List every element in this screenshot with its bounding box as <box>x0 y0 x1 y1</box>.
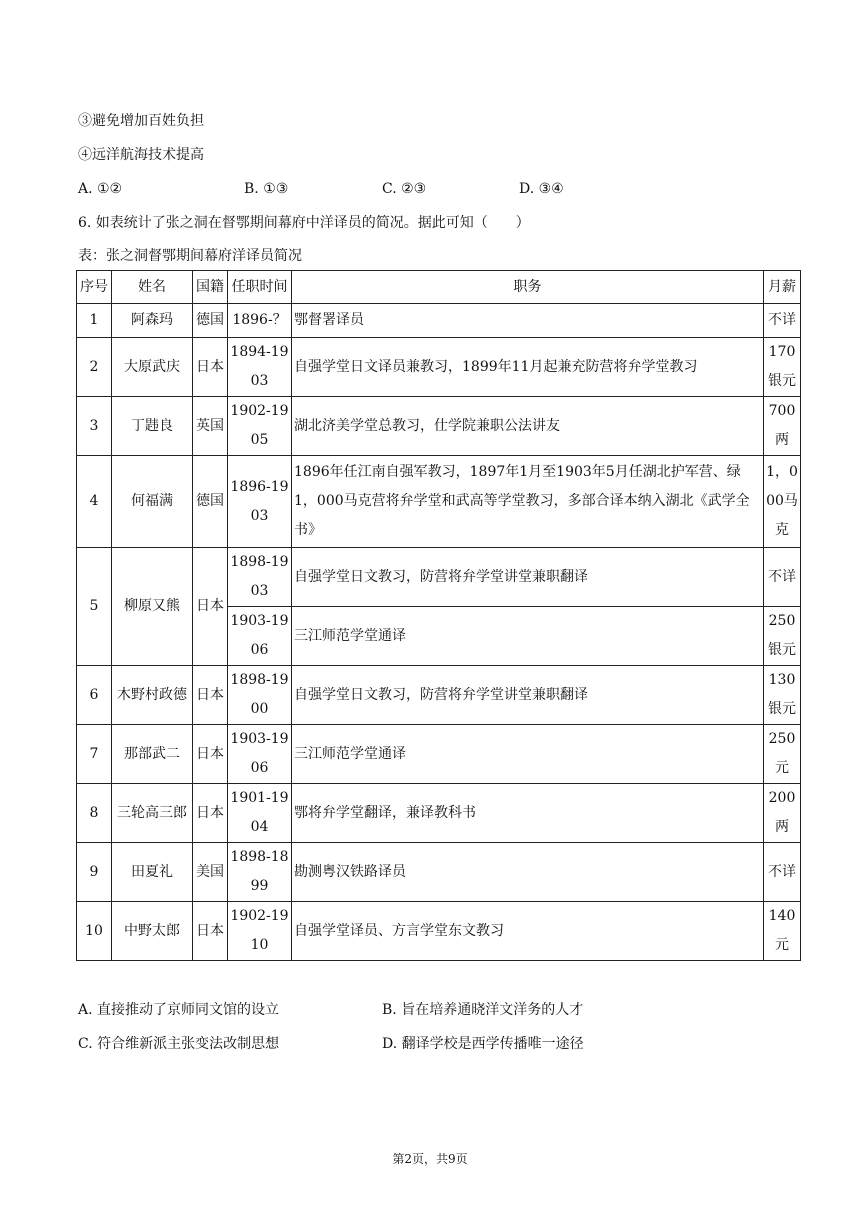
table-row <box>77 902 801 961</box>
header-cell: 序号 <box>77 271 112 304</box>
cell-duty: 自强学堂日文教习，防营将弁学堂讲堂兼职翻译 <box>292 666 764 725</box>
cell-duty: 三江师范学堂通译 <box>292 725 764 784</box>
cell-period: 1901-1904 <box>228 784 292 843</box>
cell-salary: 130银元 <box>764 666 801 725</box>
cell-salary: 170银元 <box>764 338 801 397</box>
cell-nationality: 美国 <box>193 843 228 902</box>
cell-name: 田夏礼 <box>112 843 193 902</box>
answer-option-b[interactable]: B. 旨在培养通晓洋文洋务的人才 <box>382 1002 584 1018</box>
cell-period: 1903-1906 <box>228 725 292 784</box>
cell-nationality: 日本 <box>193 725 228 784</box>
table-row <box>77 843 801 902</box>
header-cell: 月薪 <box>764 271 801 304</box>
cell-nationality: 日本 <box>193 666 228 725</box>
table-row <box>77 456 801 548</box>
cell-salary: 不详 <box>764 843 801 902</box>
cell-salary: 700两 <box>764 397 801 456</box>
cell-duty: 鄂将弁学堂翻译，兼译教科书 <box>292 784 764 843</box>
table-row <box>77 338 801 397</box>
prev-option-a: A. ①② <box>78 181 123 197</box>
table-row <box>77 548 801 607</box>
cell-duty: 1896年任江南自强军教习，1897年1月至1903年5月任湖北护军营、绿1，000马克营将弁学堂和武高等学堂教习，多部合译本纳入湖北《武学全书》 <box>292 456 764 548</box>
cell-salary: 1，000马克 <box>764 456 801 548</box>
cell-name: 丁韪良 <box>112 397 193 456</box>
header-cell: 职务 <box>292 271 764 304</box>
cell-duty: 三江师范学堂通译 <box>292 607 764 666</box>
cell-index: 5 <box>77 548 112 666</box>
cell-name: 何福满 <box>112 456 193 548</box>
cell-index: 7 <box>77 725 112 784</box>
question-stem: 6. 如表统计了张之洞在督鄂期间幕府中洋译员的简况。据此可知（ ） <box>78 215 530 231</box>
cell-index: 3 <box>77 397 112 456</box>
cell-duty: 自强学堂日文译员兼教习，1899年11月起兼充防营将弁学堂教习 <box>292 338 764 397</box>
table-header-row <box>77 271 801 304</box>
cell-nationality: 德国 <box>193 456 228 548</box>
cell-name: 阿森玛 <box>112 304 193 338</box>
prev-item-4: ④远洋航海技术提高 <box>78 147 204 163</box>
page-footer: 第2页，共9页 <box>392 1152 468 1166</box>
cell-index: 6 <box>77 666 112 725</box>
table-caption: 表：张之洞督鄂期间幕府洋译员简况 <box>78 248 302 264</box>
cell-nationality: 日本 <box>193 548 228 666</box>
cell-period: 1903-1906 <box>228 607 292 666</box>
cell-nationality: 英国 <box>193 397 228 456</box>
cell-index: 9 <box>77 843 112 902</box>
cell-salary: 200两 <box>764 784 801 843</box>
cell-nationality: 德国 <box>193 304 228 338</box>
prev-option-c: C. ②③ <box>382 181 427 197</box>
cell-duty: 湖北济美学堂总教习，仕学院兼职公法讲友 <box>292 397 764 456</box>
cell-salary: 不详 <box>764 304 801 338</box>
table-row <box>77 666 801 725</box>
cell-name: 柳原又熊 <box>112 548 193 666</box>
cell-index: 2 <box>77 338 112 397</box>
table-row <box>77 725 801 784</box>
cell-period: 1902-1905 <box>228 397 292 456</box>
table-row <box>77 397 801 456</box>
cell-duty: 勘测粤汉铁路译员 <box>292 843 764 902</box>
answer-option-d[interactable]: D. 翻译学校是西学传播唯一途径 <box>382 1036 584 1052</box>
answer-option-c[interactable]: C. 符合维新派主张变法改制思想 <box>78 1036 280 1052</box>
cell-index: 10 <box>77 902 112 961</box>
cell-nationality: 日本 <box>193 784 228 843</box>
cell-name: 三轮高三郎 <box>112 784 193 843</box>
cell-period: 1898-1903 <box>228 548 292 607</box>
cell-salary: 不详 <box>764 548 801 607</box>
cell-index: 8 <box>77 784 112 843</box>
cell-period: 1894-1903 <box>228 338 292 397</box>
prev-option-b: B. ①③ <box>244 181 289 197</box>
translator-table <box>76 270 801 961</box>
cell-name: 中野太郎 <box>112 902 193 961</box>
cell-name: 木野村政德 <box>112 666 193 725</box>
cell-duty: 鄂督署译员 <box>292 304 764 338</box>
cell-duty: 自强学堂译员、方言学堂东文教习 <box>292 902 764 961</box>
cell-salary: 250元 <box>764 725 801 784</box>
header-cell: 姓名 <box>112 271 193 304</box>
header-cell: 任职时间 <box>228 271 292 304</box>
cell-nationality: 日本 <box>193 902 228 961</box>
prev-item-3: ③避免增加百姓负担 <box>78 113 204 129</box>
cell-duty: 自强学堂日文教习，防营将弁学堂讲堂兼职翻译 <box>292 548 764 607</box>
cell-period: 1896-？ <box>228 304 292 338</box>
cell-name: 那部武二 <box>112 725 193 784</box>
cell-index: 1 <box>77 304 112 338</box>
cell-index: 4 <box>77 456 112 548</box>
cell-name: 大原武庆 <box>112 338 193 397</box>
cell-period: 1898-1899 <box>228 843 292 902</box>
cell-nationality: 日本 <box>193 338 228 397</box>
table-row <box>77 784 801 843</box>
cell-period: 1898-1900 <box>228 666 292 725</box>
cell-salary: 140元 <box>764 902 801 961</box>
table-row <box>77 304 801 338</box>
cell-period: 1902-1910 <box>228 902 292 961</box>
prev-option-d: D. ③④ <box>519 181 564 197</box>
answer-option-a[interactable]: A. 直接推动了京师同文馆的设立 <box>78 1002 280 1018</box>
header-cell: 国籍 <box>193 271 228 304</box>
cell-salary: 250银元 <box>764 607 801 666</box>
cell-period: 1896-1903 <box>228 456 292 548</box>
